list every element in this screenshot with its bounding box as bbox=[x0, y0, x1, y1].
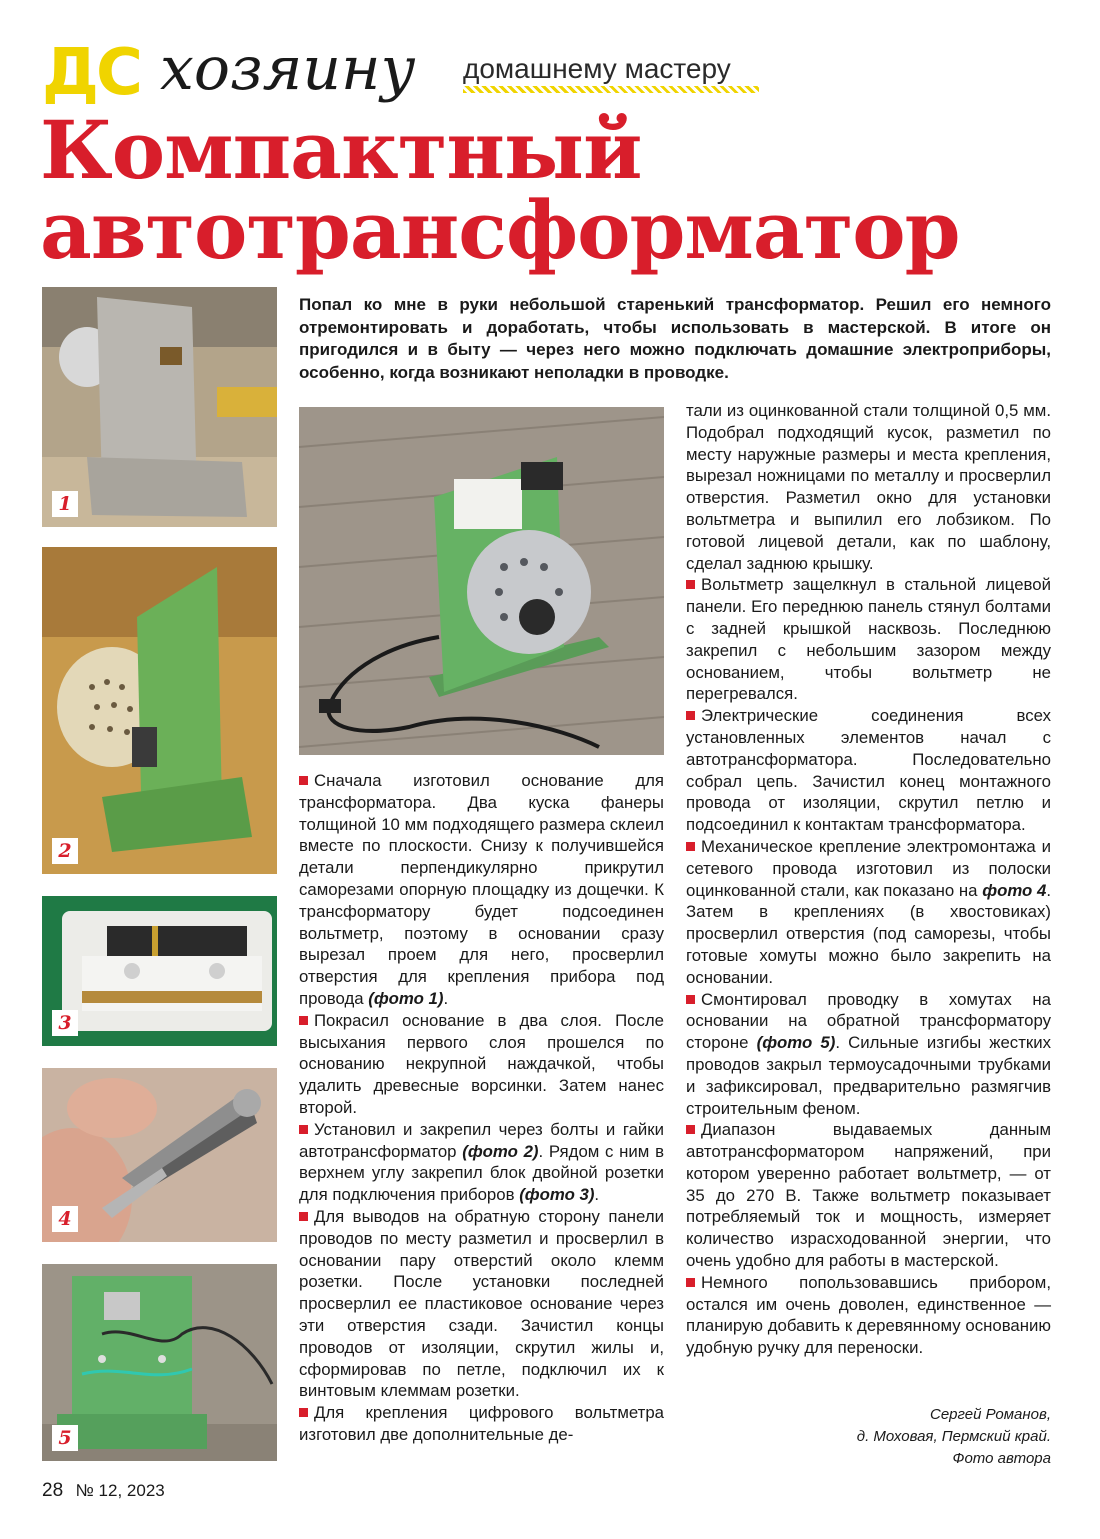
article-column-2 bbox=[686, 400, 1051, 1359]
bullet-square-icon bbox=[299, 1408, 308, 1417]
magazine-logo: ДС bbox=[42, 36, 140, 110]
paragraph: Электрические соединения всех установленных элементов начал с автотрансформатора. Последовательно собрал цепь. Зачистил конец монтажного провода от изоляции, скрутил петлю и подсоединил к контактам трансформатора. bbox=[686, 706, 1051, 835]
photo-number: 5 bbox=[52, 1425, 78, 1451]
author-name: Сергей Романов, bbox=[930, 1406, 1051, 1423]
paragraph: Покрасил основание в два слоя. После высыхания первого слоя прошелся по основанию некрупной наждачкой, чтобы удалить древесные ворсинки. Затем нанес второй. bbox=[299, 1010, 664, 1117]
article-column-1 bbox=[299, 770, 664, 1446]
paragraph: Установил и закрепил через болты и гайки автотрансформатор (фото 2). Рядом с ним в верхнем углу закрепил блок двойной розетки для подключения приборов (фото 3). bbox=[299, 1119, 664, 1205]
bullet-square-icon bbox=[686, 995, 695, 1004]
author-signature bbox=[686, 1404, 1051, 1470]
photo-reference: фото 4 bbox=[982, 880, 1047, 900]
paragraph: тали из оцинкованной стали толщиной 0,5 мм. Подобрал подходящий кусок, разметил по месту наружные размеры и места крепления, вырезал ножницами по металлу и просверлил отверстия. Разметил окно для установки вольтметра и выпилил его лобзиком. По готовой лицевой детали, как по шаблону, сделал заднюю крышку. bbox=[686, 401, 1051, 573]
article-title bbox=[40, 103, 1080, 277]
section-logo-word: хозяину bbox=[160, 34, 416, 104]
photo-credit: Фото автора bbox=[952, 1450, 1051, 1467]
photo-reference: (фото 5) bbox=[756, 1033, 836, 1053]
photo-number: 2 bbox=[52, 838, 78, 864]
paragraph: Механическое крепление электромонтажа и сетевого провода изготовил из полоски оцинкованной стали, как показано на фото 4. Затем в креплениях (в хвостовиках) просверлил отверстия (под саморезы, чтобы готовые хомуты можно было закрепить на основании. bbox=[686, 836, 1051, 987]
paragraph: Смонтировал проводку в хомутах на основании на обратной трансформатору стороне (фото 5). Сильные изгибы жестких проводов закрыл термоусадочными трубками и зафиксировал, предварительно размягчив строительным феном. bbox=[686, 989, 1051, 1118]
photo-reference: (фото 3) bbox=[519, 1185, 595, 1205]
photo-3 bbox=[42, 896, 277, 1046]
rubric-underline bbox=[463, 86, 759, 93]
photo-1 bbox=[42, 287, 277, 527]
bullet-square-icon bbox=[686, 711, 695, 720]
bullet-square-icon bbox=[299, 1125, 308, 1134]
photo-2-image bbox=[42, 547, 277, 874]
bullet-square-icon bbox=[686, 842, 695, 851]
title-line-1: Компактный bbox=[40, 103, 642, 197]
paragraph: Вольтметр защелкнул в стальной лицевой панели. Его переднюю панель стянул болтами с задней крышкой насквозь. Последнюю закрепил с небольшим зазором между основанием, чтобы вольтметр не перегревался. bbox=[686, 575, 1051, 704]
main-photo bbox=[299, 407, 664, 755]
page-footer bbox=[42, 1480, 165, 1502]
paragraph: Диапазон выдаваемых данным автотрансформатором напряжений, при котором уверенно работает вольтметр, — от 35 до 270 В. Также вольтметр показывает потребляемый ток и мощность, измеряет количество израсходованной энергии, что очень удобно для работы в мастерской. bbox=[686, 1120, 1051, 1271]
bullet-square-icon bbox=[299, 776, 308, 785]
rubric-label: домашнему мастеру bbox=[463, 53, 731, 84]
title-line-2: автотрансформатор bbox=[40, 183, 960, 277]
bullet-square-icon bbox=[686, 1278, 695, 1287]
photo-2 bbox=[42, 547, 277, 874]
bullet-square-icon bbox=[299, 1212, 308, 1221]
photo-reference: (фото 1) bbox=[368, 988, 444, 1008]
main-photo-image bbox=[299, 407, 664, 755]
page-number: 28 bbox=[42, 1480, 64, 1501]
photo-4 bbox=[42, 1068, 277, 1242]
bullet-square-icon bbox=[686, 1125, 695, 1134]
paragraph: Для крепления цифрового вольтметра изготовил две дополнительные де- bbox=[299, 1403, 664, 1444]
photo-number: 1 bbox=[52, 491, 78, 517]
photo-number: 3 bbox=[52, 1010, 78, 1036]
paragraph: Немного попользовавшись прибором, остался им очень доволен, единственное — планирую добавить к деревянному основанию удобную ручку для переноски. bbox=[686, 1272, 1051, 1358]
author-place: д. Моховая, Пермский край. bbox=[856, 1428, 1051, 1445]
bullet-square-icon bbox=[686, 580, 695, 589]
bullet-square-icon bbox=[299, 1016, 308, 1025]
photo-reference: (фото 2) bbox=[462, 1141, 539, 1161]
issue-number: № 12, 2023 bbox=[75, 1481, 165, 1500]
article-lead: Попал ко мне в руки небольшой старенький трансформатор. Решил его немного отремонтировать и доработать, чтобы использовать в мастерской. В итоге он пригодился и в быту — через него можно подключать домашние электроприборы, особенно, когда возникают неполадки в проводке. bbox=[299, 295, 1051, 382]
paragraph: Для выводов на обратную сторону панели проводов по месту разметил и просверлил в основании пару отверстий около клемм розетки. После установки последней просверлил ее пластиковое основание через эти отверстия сзади. Зачистил концы проводов от изоляции, скрутил жилы и, сформировав по петле, подключил их к винтовым клеммам розетки. bbox=[299, 1206, 664, 1401]
photo-number: 4 bbox=[52, 1206, 78, 1232]
paragraph: Сначала изготовил основание для трансформатора. Два куска фанеры толщиной 10 мм подходящего размера склеил вместе по плоскости. Снизу к получившейся детали перпендикулярно прикрутил саморезами опорную площадку из дощечки. К трансформатору будет подсоединен вольтметр, поэтому в основании сразу вырезал проем для него, просверлил отверстия для крепления прибора под провода (фото 1). bbox=[299, 771, 664, 1008]
photo-5 bbox=[42, 1264, 277, 1461]
